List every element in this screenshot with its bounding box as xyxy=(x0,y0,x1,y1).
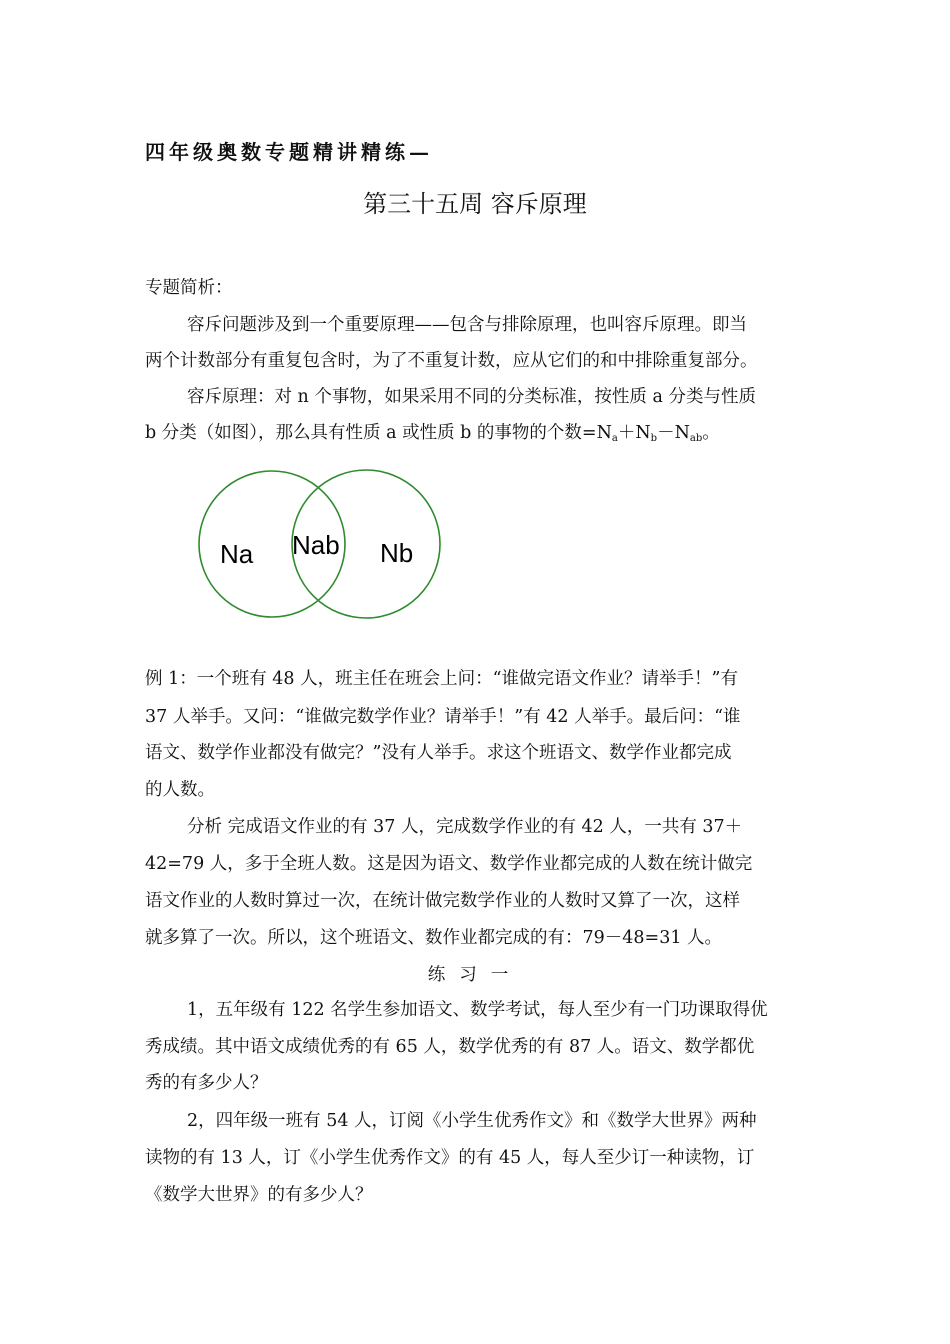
practice-heading: 练习一 xyxy=(427,965,523,985)
venn-label-a: Na xyxy=(220,539,254,569)
example1-line4: 的人数。 xyxy=(145,780,215,800)
question2-line1: 2，四年级一班有 54 人，订阅《小学生优秀作文》和《数学大世界》两种 xyxy=(187,1111,757,1131)
example1-line1: 例 1：一个班有 48 人，班主任在班会上问：“谁做完语文作业？请举手！”有 xyxy=(145,669,738,689)
analysis-line4: 就多算了一次。所以，这个班语文、数作业都完成的有：79－48=31 人。 xyxy=(145,928,723,948)
formula-end: 。 xyxy=(702,423,720,443)
venn-label-b: Nb xyxy=(380,538,414,568)
intro-p1-line2: 两个计数部分有重复包含时，为了不重复计数，应从它们的和中排除重复部分。 xyxy=(145,351,758,371)
question1-line3: 秀的有多少人？ xyxy=(145,1073,268,1093)
series-title: 四年级奥数专题精讲精练— xyxy=(145,140,433,164)
intro-p1-line1: 容斥问题涉及到一个重要原理——包含与排除原理，也叫容斥原理。即当 xyxy=(187,315,747,335)
venn-diagram xyxy=(190,460,460,630)
analysis-line3: 语文作业的人数时算过一次，在统计做完数学作业的人数时又算了一次，这样 xyxy=(145,891,740,911)
intro-label: 专题简析： xyxy=(145,278,233,298)
question1-line1: 1，五年级有 122 名学生参加语文、数学考试，每人至少有一门功课取得优 xyxy=(187,1000,768,1020)
intro-p2-line1: 容斥原理：对 n 个事物，如果采用不同的分类标准，按性质 a 分类与性质 xyxy=(187,387,756,407)
sub-a: a xyxy=(611,433,618,444)
venn-label-ab: Nab xyxy=(292,530,340,560)
question2-line3: 《数学大世界》的有多少人？ xyxy=(145,1185,373,1205)
analysis-line1: 分析 完成语文作业的有 37 人，完成数学作业的有 42 人，一共有 37＋ xyxy=(187,817,743,837)
example1-line2: 37 人举手。又问：“谁做完数学作业？请举手！”有 42 人举手。最后问：“谁 xyxy=(145,707,741,727)
sub-ab: ab xyxy=(689,433,703,444)
sub-b: b xyxy=(650,433,658,444)
formula-text: b 分类（如图），那么具有性质 a 或性质 b 的事物的个数=N xyxy=(145,423,612,443)
question2-line2: 读物的有 13 人，订《小学生优秀作文》的有 45 人，每人至少订一种读物，订 xyxy=(145,1148,755,1168)
question1-line2: 秀成绩。其中语文成绩优秀的有 65 人，数学优秀的有 87 人。语文、数学都优 xyxy=(145,1037,755,1057)
intro-p2-line2 xyxy=(145,421,720,451)
formula-plus: ＋N xyxy=(617,423,651,443)
example1-line3: 语文、数学作业都没有做完？”没有人举手。求这个班语文、数学作业都完成 xyxy=(145,743,732,763)
formula-minus: －N xyxy=(657,423,690,443)
analysis-line2: 42=79 人，多于全班人数。这是因为语文、数学作业都完成的人数在统计做完 xyxy=(145,854,753,874)
page-title: 第三十五周 容斥原理 xyxy=(363,190,587,218)
